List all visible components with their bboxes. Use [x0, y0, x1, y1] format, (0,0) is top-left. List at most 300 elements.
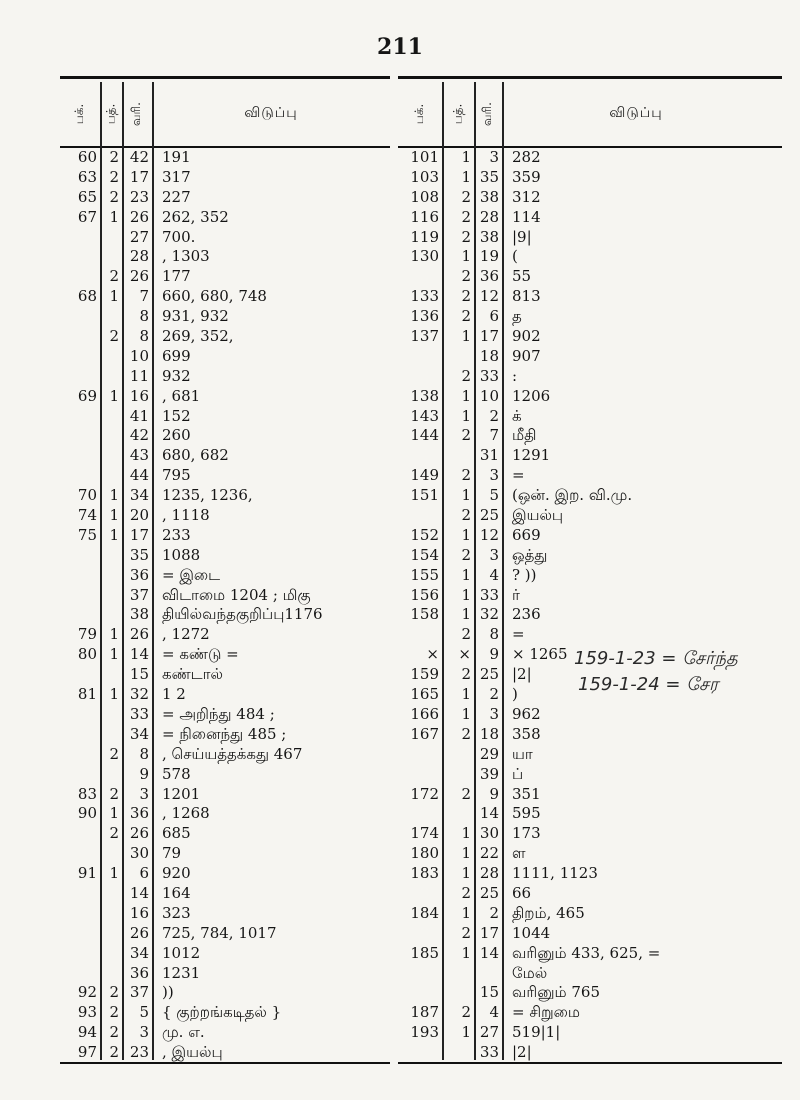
table-row [60, 307, 390, 327]
table-row [398, 446, 770, 466]
para-cell: 2 [109, 824, 119, 843]
correction-cell: 358 [512, 724, 541, 743]
line-cell: 41 [129, 406, 149, 425]
correction-cell: = நினைந்து 485 ; [162, 724, 287, 743]
line-cell: 28 [129, 247, 149, 266]
para-cell: 1 [461, 327, 471, 346]
line-cell: 26 [129, 625, 149, 644]
table-row [60, 685, 390, 705]
table-row [398, 506, 770, 526]
line-cell: 9 [139, 764, 149, 783]
para-cell: 1 [109, 864, 119, 883]
para-cell: 2 [109, 187, 119, 206]
table-row [60, 665, 390, 685]
para-cell: 2 [461, 307, 471, 326]
correction-cell: (ஒன். இற. வி.மு. [512, 486, 633, 505]
para-cell: 1 [461, 585, 471, 604]
para-cell: 1 [461, 148, 471, 166]
page-cell: 108 [410, 187, 439, 206]
para-cell: 2 [461, 923, 471, 942]
correction-cell: க் [512, 406, 522, 425]
line-cell: 5 [489, 486, 499, 505]
table-row [398, 804, 770, 824]
table-row [398, 884, 770, 904]
correction-cell: ள [512, 844, 526, 863]
line-cell: 10 [479, 386, 499, 405]
para-cell: 2 [461, 366, 471, 385]
table-row [398, 387, 770, 407]
line-cell: 33 [479, 1043, 499, 1062]
table-row [60, 844, 390, 864]
table-row [60, 884, 390, 904]
line-cell: 15 [129, 665, 149, 684]
correction-cell: |9| [512, 227, 532, 246]
header-page: பக். [71, 103, 86, 125]
page-cell: 165 [410, 685, 439, 704]
header-line: வரி. [480, 102, 494, 126]
line-cell: 27 [479, 1023, 499, 1042]
line-cell: 14 [479, 943, 499, 962]
line-cell: 26 [129, 267, 149, 286]
page-cell: 137 [410, 327, 439, 346]
line-cell: 3 [489, 704, 499, 723]
line-cell: 34 [129, 724, 149, 743]
para-cell: 1 [109, 506, 119, 525]
line-cell: 14 [479, 804, 499, 823]
errata-table-right [398, 70, 770, 1070]
line-cell: 43 [129, 446, 149, 465]
para-cell: 2 [461, 1003, 471, 1022]
correction-cell: 1201 [162, 784, 201, 803]
correction-cell: 152 [162, 406, 191, 425]
page-cell: 67 [77, 207, 97, 226]
line-cell: 26 [129, 923, 149, 942]
para-cell: 1 [109, 525, 119, 544]
correction-cell: , இயல்பு [162, 1043, 223, 1062]
para-cell: 1 [461, 903, 471, 922]
page-cell: 151 [410, 486, 439, 505]
table-row [398, 148, 770, 168]
line-cell: 37 [129, 585, 149, 604]
line-cell: 17 [479, 923, 499, 942]
correction-cell: × 1265 [512, 645, 568, 664]
table-row [60, 625, 390, 645]
correction-cell: இயல்பு [512, 506, 564, 525]
table-row [398, 247, 770, 267]
table-row [60, 327, 390, 347]
table-row [398, 228, 770, 248]
table-row [398, 944, 770, 964]
page-cell: 158 [410, 605, 439, 624]
table-row [60, 347, 390, 367]
line-cell: 14 [129, 645, 149, 664]
page-cell: 152 [410, 525, 439, 544]
para-cell: 1 [461, 824, 471, 843]
table-row [398, 1003, 770, 1023]
table-row [60, 466, 390, 486]
para-cell: 2 [461, 207, 471, 226]
table-row [398, 824, 770, 844]
correction-cell: 519|1| [512, 1023, 561, 1042]
correction-cell: 813 [512, 287, 541, 306]
correction-cell: = [512, 625, 525, 644]
page-cell: 94 [77, 1023, 97, 1042]
para-cell: 1 [461, 864, 471, 883]
table-row [398, 466, 770, 486]
page-cell: 119 [410, 227, 439, 246]
correction-cell: 79 [162, 844, 182, 863]
correction-cell: மேல் [512, 963, 548, 982]
correction-cell: 578 [162, 764, 191, 783]
table-row [60, 824, 390, 844]
para-cell: 2 [461, 625, 471, 644]
para-cell: 2 [461, 506, 471, 525]
rows-left [60, 148, 390, 1063]
correction-cell: ஒத்து [512, 545, 548, 564]
line-cell: 23 [129, 1043, 149, 1062]
page-cell: 183 [410, 864, 439, 883]
page-cell: 101 [410, 148, 439, 166]
correction-cell: 269, 352, [162, 327, 234, 346]
line-cell: 32 [129, 685, 149, 704]
line-cell: 9 [489, 645, 499, 664]
line-cell: 3 [489, 466, 499, 485]
para-cell: 2 [109, 983, 119, 1002]
para-cell: 1 [109, 645, 119, 664]
line-cell: 17 [479, 327, 499, 346]
para-cell: 1 [461, 605, 471, 624]
table-row [398, 168, 770, 188]
correction-cell: 233 [162, 525, 191, 544]
table-row [398, 367, 770, 387]
line-cell: 38 [479, 187, 499, 206]
table-row [398, 526, 770, 546]
table-row [60, 287, 390, 307]
para-cell: 1 [109, 625, 119, 644]
para-cell: × [458, 645, 471, 664]
correction-cell: 351 [512, 784, 541, 803]
line-cell: 36 [129, 565, 149, 584]
correction-cell: 932 [162, 366, 191, 385]
para-cell: 1 [109, 486, 119, 505]
table-row [60, 745, 390, 765]
correction-cell: ர் [512, 585, 520, 604]
errata-table-left [60, 70, 390, 1070]
line-cell: 16 [129, 903, 149, 922]
handwritten-note: 159-1-23 = சேர்ந்த [574, 648, 738, 669]
para-cell: 2 [109, 744, 119, 763]
table-row [60, 944, 390, 964]
table-row [60, 148, 390, 168]
page-cell: 116 [410, 207, 439, 226]
correction-cell: 1088 [162, 545, 201, 564]
table-header-right [398, 70, 770, 150]
correction-cell: ( [512, 247, 518, 266]
page-cell: 138 [410, 386, 439, 405]
correction-cell: = [512, 466, 525, 485]
table-row [398, 407, 770, 427]
line-cell: 37 [129, 983, 149, 1002]
line-cell: 32 [479, 605, 499, 624]
para-cell: 2 [109, 148, 119, 166]
table-row [398, 566, 770, 586]
line-cell: 38 [129, 605, 149, 624]
correction-cell: 191 [162, 148, 191, 166]
header-page: பக். [411, 103, 426, 125]
page-cell: 156 [410, 585, 439, 604]
header-para: பத். [450, 103, 464, 125]
para-cell: 2 [461, 227, 471, 246]
table-row [398, 625, 770, 645]
header-para: பத். [103, 103, 117, 125]
line-cell: 17 [129, 167, 149, 186]
correction-cell: 595 [512, 804, 541, 823]
correction-cell: 227 [162, 187, 191, 206]
para-cell: 1 [109, 685, 119, 704]
page-cell: 185 [410, 943, 439, 962]
line-cell: 8 [139, 744, 149, 763]
table-row [398, 605, 770, 625]
correction-cell: 685 [162, 824, 191, 843]
line-cell: 19 [479, 247, 499, 266]
para-cell: 1 [461, 1023, 471, 1042]
correction-cell: 260 [162, 426, 191, 445]
table-row [398, 705, 770, 725]
line-cell: 4 [489, 565, 499, 584]
header-correction: விடுப்பு [609, 105, 663, 121]
table-row [398, 864, 770, 884]
page-cell: 166 [410, 704, 439, 723]
para-cell: 2 [461, 883, 471, 902]
page-cell: 92 [77, 983, 97, 1002]
table-row [398, 844, 770, 864]
table-row [398, 765, 770, 785]
line-cell: 23 [129, 187, 149, 206]
table-row [60, 526, 390, 546]
correction-cell: 795 [162, 466, 191, 485]
line-cell: 6 [139, 864, 149, 883]
page-cell: 174 [410, 824, 439, 843]
line-cell: 33 [129, 704, 149, 723]
table-row [60, 566, 390, 586]
correction-cell: |2| [512, 665, 532, 684]
line-cell: 4 [489, 1003, 499, 1022]
handwritten-note: 159-1-24 = சேர [578, 674, 719, 695]
line-cell: 3 [489, 148, 499, 166]
correction-cell: 55 [512, 267, 532, 286]
line-cell: 3 [139, 1023, 149, 1042]
correction-cell: கண்டால் [162, 665, 223, 684]
table-row [398, 208, 770, 228]
line-cell: 42 [129, 426, 149, 445]
line-cell: 8 [139, 307, 149, 326]
table-row [60, 804, 390, 824]
table-row [398, 486, 770, 506]
correction-cell: மீதி [512, 426, 537, 445]
para-cell: 2 [461, 784, 471, 803]
table-row [398, 904, 770, 924]
line-cell: 33 [479, 585, 499, 604]
line-cell: 6 [489, 307, 499, 326]
para-cell: 1 [461, 386, 471, 405]
page-cell: 81 [77, 685, 97, 704]
para-cell: 1 [461, 167, 471, 186]
table-row [60, 983, 390, 1003]
line-cell: 28 [479, 207, 499, 226]
line-cell: 10 [129, 346, 149, 365]
correction-cell: 1111, 1123 [512, 864, 598, 883]
para-cell: 1 [109, 287, 119, 306]
page-cell: 80 [77, 645, 97, 664]
line-cell: 5 [139, 1003, 149, 1022]
para-cell: 2 [461, 466, 471, 485]
line-cell: 15 [479, 983, 499, 1002]
line-cell: 26 [129, 824, 149, 843]
para-cell: 1 [461, 844, 471, 863]
correction-cell: 1044 [512, 923, 551, 942]
table-row [60, 645, 390, 665]
page-cell: 155 [410, 565, 439, 584]
correction-cell: வரினும் 433, 625, = [512, 943, 661, 962]
para-cell: 2 [461, 545, 471, 564]
page-cell: 69 [77, 386, 97, 405]
line-cell: 28 [479, 864, 499, 883]
line-cell: 30 [479, 824, 499, 843]
para-cell: 1 [109, 386, 119, 405]
para-cell: 2 [109, 784, 119, 803]
page-cell: 75 [77, 525, 97, 544]
line-cell: 39 [479, 764, 499, 783]
line-cell: 12 [479, 287, 499, 306]
para-cell: 1 [461, 565, 471, 584]
correction-cell: 669 [512, 525, 541, 544]
para-cell: 2 [109, 1003, 119, 1022]
line-cell: 14 [129, 883, 149, 902]
page-cell: 70 [77, 486, 97, 505]
table-row [398, 924, 770, 944]
correction-cell: தியில்வந்தகுறிப்பு1176 [162, 605, 323, 624]
line-cell: 25 [479, 665, 499, 684]
correction-cell: 1206 [512, 386, 551, 405]
page-cell: 167 [410, 724, 439, 743]
page-cell: 103 [410, 167, 439, 186]
correction-cell: 312 [512, 187, 541, 206]
page-cell: 184 [410, 903, 439, 922]
correction-cell: வரினும் 765 [512, 983, 601, 1002]
line-cell: 44 [129, 466, 149, 485]
correction-cell: 902 [512, 327, 541, 346]
para-cell: 1 [109, 804, 119, 823]
table-row [60, 725, 390, 745]
correction-cell: 164 [162, 883, 191, 902]
table-row [60, 367, 390, 387]
para-cell: 2 [109, 1023, 119, 1042]
para-cell: 1 [461, 406, 471, 425]
para-cell: 2 [461, 724, 471, 743]
correction-cell: 920 [162, 864, 191, 883]
line-cell: 8 [489, 625, 499, 644]
para-cell: 1 [461, 525, 471, 544]
page-cell: 79 [77, 625, 97, 644]
table-row [398, 287, 770, 307]
page-cell: 180 [410, 844, 439, 863]
para-cell: 2 [109, 267, 119, 286]
correction-cell: 1235, 1236, [162, 486, 253, 505]
line-cell: 35 [479, 167, 499, 186]
page-cell: × [426, 645, 439, 664]
page-cell: 65 [77, 187, 97, 206]
correction-cell: 1012 [162, 943, 201, 962]
correction-cell: 173 [512, 824, 541, 843]
correction-cell: , செய்யத்தக்கது 467 [162, 744, 303, 763]
table-row [60, 1043, 390, 1063]
line-cell: 29 [479, 744, 499, 763]
line-cell: 42 [129, 148, 149, 166]
para-cell: 2 [461, 187, 471, 206]
table-row [60, 605, 390, 625]
table-header-left [60, 70, 390, 150]
para-cell: 1 [461, 486, 471, 505]
page-cell: 130 [410, 247, 439, 266]
page-cell: 143 [410, 406, 439, 425]
line-cell: 36 [129, 804, 149, 823]
line-cell: 17 [129, 525, 149, 544]
page-cell: 60 [77, 148, 97, 166]
table-row [60, 586, 390, 606]
rows-right [398, 148, 770, 1063]
line-cell: 27 [129, 227, 149, 246]
para-cell: 2 [109, 327, 119, 346]
para-cell: 1 [461, 704, 471, 723]
table-row [60, 188, 390, 208]
page-cell: 136 [410, 307, 439, 326]
table-row [60, 446, 390, 466]
table-row [60, 964, 390, 984]
line-cell: 34 [129, 486, 149, 505]
correction-cell: 907 [512, 346, 541, 365]
line-cell: 8 [139, 327, 149, 346]
correction-cell: 1 2 [162, 685, 186, 704]
table-row [60, 407, 390, 427]
correction-cell: |2| [512, 1043, 532, 1062]
table-row [60, 267, 390, 287]
table-row [398, 1043, 770, 1063]
line-cell: 20 [129, 506, 149, 525]
line-cell: 34 [129, 943, 149, 962]
page-cell: 91 [77, 864, 97, 883]
table-row [398, 586, 770, 606]
correction-cell: 1291 [512, 446, 551, 465]
line-cell: 3 [139, 784, 149, 803]
correction-cell: , 1118 [162, 506, 210, 525]
line-cell: 36 [479, 267, 499, 286]
page-cell: 90 [77, 804, 97, 823]
correction-cell: )) [162, 983, 174, 1002]
line-cell: 30 [129, 844, 149, 863]
correction-cell: 1231 [162, 963, 201, 982]
table-row [398, 983, 770, 1003]
header-line: வரி. [129, 102, 143, 126]
line-cell: 26 [129, 207, 149, 226]
correction-cell: 699 [162, 346, 191, 365]
table-row [60, 486, 390, 506]
line-cell: 18 [479, 346, 499, 365]
correction-cell: ) [512, 685, 518, 704]
correction-cell: 962 [512, 704, 541, 723]
correction-cell: 680, 682 [162, 446, 229, 465]
para-cell: 2 [461, 665, 471, 684]
para-cell: 1 [461, 685, 471, 704]
